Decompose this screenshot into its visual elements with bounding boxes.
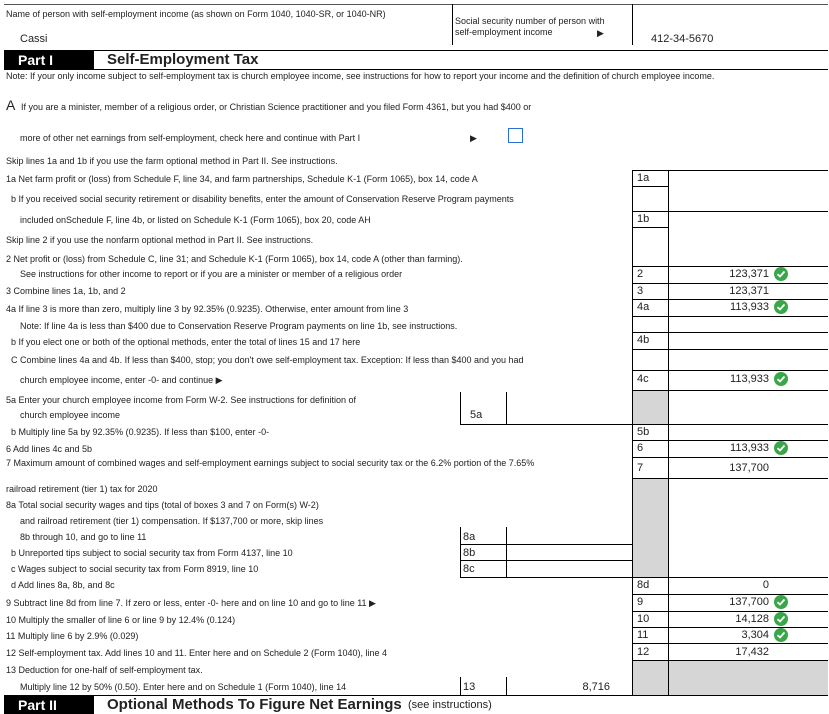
grey-block-13 bbox=[633, 660, 668, 695]
line-5a-text-2: church employee income bbox=[20, 410, 121, 420]
part1-note: Note: If your only income subject to self-employment tax is church employee income, see instructions for how to report your income and the definition of church employee income. bbox=[6, 71, 715, 81]
amount-line-2[interactable]: 123,371 bbox=[729, 268, 769, 280]
line-number-4c: 4c bbox=[637, 373, 649, 385]
line-number-11: 11 bbox=[637, 629, 649, 641]
amount-line-11[interactable]: 3,304 bbox=[741, 629, 769, 641]
part2-badge: Part II bbox=[4, 696, 94, 714]
part2-title: Optional Methods To Figure Net Earnings bbox=[107, 696, 402, 713]
line-13-text-1: 13 Deduction for one-half of self-employment tax. bbox=[6, 665, 203, 675]
line-3-text: 3 Combine lines 1a, 1b, and 2 bbox=[6, 286, 126, 296]
line-number-8c: 8c bbox=[463, 563, 475, 575]
check-icon bbox=[774, 372, 788, 386]
amount-line-10[interactable]: 14,128 bbox=[735, 613, 769, 625]
check-icon bbox=[774, 441, 788, 455]
item-a-arrow: ▶ bbox=[470, 133, 477, 143]
line-number-8a: 8a bbox=[463, 531, 476, 543]
skip-2-note: Skip line 2 if you use the nonfarm optional method in Part II. See instructions. bbox=[6, 235, 314, 245]
line-number-8d: 8d bbox=[637, 579, 650, 591]
line-8d-text: d Add lines 8a, 8b, and 8c bbox=[11, 580, 115, 590]
line-8a-text-1: 8a Total social security wages and tips (total of boxes 3 and 7 on Form(s) W-2) bbox=[6, 500, 319, 510]
line-number-6: 6 bbox=[637, 442, 644, 454]
amount-line-4c[interactable]: 113,933 bbox=[730, 373, 769, 385]
line-4c-text-2: church employee income, enter -0- and continue ▶ bbox=[20, 375, 223, 385]
check-icon bbox=[774, 628, 788, 642]
ssn-label: Social security number of person with self-employment income bbox=[455, 16, 605, 37]
line-1b-text-1: b If you received social security retirement or disability benefits, enter the amount of Conservation Reserve Program payments bbox=[11, 194, 514, 204]
line-11-text: 11 Multiply line 6 by 2.9% (0.029) bbox=[6, 631, 139, 641]
line-12-text: 12 Self-employment tax. Add lines 10 and 11. Enter here and on Schedule 2 (Form 1040), line 4 bbox=[6, 648, 388, 658]
line-number-2: 2 bbox=[637, 268, 644, 280]
item-a-letter: A bbox=[6, 97, 16, 113]
line-4a-note: Note: If line 4a is less than $400 due to Conservation Reserve Program payments on line 1b, see instructions. bbox=[20, 321, 458, 331]
line-2-text-2: See instructions for other income to report or if you are a minister or member of a religious order bbox=[20, 269, 403, 279]
name-label: Name of person with self-employment income (as shown on Form 1040, 1040-SR, or 1040-NR) bbox=[6, 9, 386, 19]
amount-line-7[interactable]: 137,700 bbox=[729, 462, 769, 474]
skip-1-note: Skip lines 1a and 1b if you use the farm optional method in Part II. See instructions. bbox=[6, 156, 338, 166]
line-8c-text: c Wages subject to social security tax from Form 8919, line 10 bbox=[11, 564, 259, 574]
line-2-text-1: 2 Net profit or (loss) from Schedule C, line 31; and Schedule K-1 (Form 1065), box 14, code A (other than farming). bbox=[6, 254, 463, 264]
line-number-10: 10 bbox=[637, 613, 650, 625]
minister-checkbox[interactable] bbox=[508, 128, 523, 143]
line-5a-text-1: 5a Enter your church employee income from Form W-2. See instructions for definition of bbox=[6, 395, 356, 405]
line-number-4b: 4b bbox=[637, 334, 650, 346]
line-4b-text: b If you elect one or both of the optional methods, enter the total of lines 15 and 17 here bbox=[11, 337, 361, 347]
check-icon bbox=[774, 300, 788, 314]
part1-title: Self-Employment Tax bbox=[107, 51, 259, 68]
amount-line-8d[interactable]: 0 bbox=[762, 579, 769, 591]
name-value: Cassi bbox=[20, 33, 48, 45]
line-number-5a: 5a bbox=[470, 409, 483, 421]
line-7-text-2: railroad retirement (tier 1) tax for 2020 bbox=[6, 484, 158, 494]
line-4c-text-1: C Combine lines 4a and 4b. If less than $400, stop; you don't owe self-employment tax. Exception: If less than $400 and you had bbox=[11, 355, 524, 365]
line-9-text: 9 Subtract line 8d from line 7. If zero or less, enter -0- here and on line 10 and go to line 11 ▶ bbox=[6, 598, 376, 608]
line-number-7: 7 bbox=[637, 462, 644, 474]
line-8a-text-2: and railroad retirement (tier 1) compensation. If $137,700 or more, skip lines bbox=[20, 516, 324, 526]
line-8a-text-3: 8b through 10, and go to line 11 bbox=[20, 532, 147, 542]
line-number-1b: 1b bbox=[637, 213, 650, 225]
item-a-text: If you are a minister, member of a religious order, or Christian Science practitioner and you filed Form 4361, but you had $400 or bbox=[21, 102, 532, 112]
grey-block-5 bbox=[633, 390, 668, 424]
line-1b-text-2: included onSchedule F, line 4b, or listed on Schedule K-1 (Form 1065), box 20, code AH bbox=[20, 215, 371, 225]
grey-block-8 bbox=[633, 478, 668, 577]
line-10-text: 10 Multiply the smaller of line 6 or line 9 by 12.4% (0.124) bbox=[6, 615, 236, 625]
part2-subtitle: (see instructions) bbox=[408, 699, 492, 711]
amount-line-13[interactable]: 8,716 bbox=[582, 681, 610, 693]
line-number-4a: 4a bbox=[637, 301, 650, 313]
amount-line-6[interactable]: 113,933 bbox=[730, 442, 769, 454]
amount-line-3[interactable]: 123,371 bbox=[729, 285, 769, 297]
check-icon bbox=[774, 612, 788, 626]
line-number-9: 9 bbox=[637, 596, 644, 608]
line-1a-text: 1a Net farm profit or (loss) from Schedule F, line 34, and farm partnerships, Schedule K-1 (Form 1065), box 14, code A bbox=[6, 174, 478, 184]
line-6-text: 6 Add lines 4c and 5b bbox=[6, 444, 93, 454]
item-a-text2: more of other net earnings from self-employment, check here and continue with Part I bbox=[20, 133, 361, 143]
line-number-8b: 8b bbox=[463, 547, 476, 559]
line-number-1a: 1a bbox=[637, 172, 650, 184]
line-number-12: 12 bbox=[637, 646, 650, 658]
line-5b-text: b Multiply line 5a by 92.35% (0.9235). If less than $100, enter -0- bbox=[11, 427, 270, 437]
line-number-13: 13 bbox=[463, 681, 476, 693]
check-icon bbox=[774, 595, 788, 609]
line-7-text-1: 7 Maximum amount of combined wages and self-employment earnings subject to social security tax or the 6.2% portion of the 7.65% bbox=[6, 458, 535, 468]
line-8b-text: b Unreported tips subject to social security tax from Form 4137, line 10 bbox=[11, 548, 293, 558]
amount-line-4a[interactable]: 113,933 bbox=[730, 301, 769, 313]
grey-block-13-amt bbox=[669, 660, 828, 695]
ssn-arrow: ▶ bbox=[597, 28, 604, 38]
amount-line-12[interactable]: 17,432 bbox=[735, 646, 769, 658]
ssn-value: 412-34-5670 bbox=[651, 33, 714, 45]
line-number-5b: 5b bbox=[637, 426, 650, 438]
line-number-3: 3 bbox=[637, 285, 644, 297]
line-4a-text: 4a If line 3 is more than zero, multiply line 3 by 92.35% (0.9235). Otherwise, enter amount from line 3 bbox=[6, 304, 409, 314]
part1-badge: Part I bbox=[4, 51, 94, 69]
line-13-text-2: Multiply line 12 by 50% (0.50). Enter here and on Schedule 1 (Form 1040), line 14 bbox=[20, 682, 347, 692]
amount-line-9[interactable]: 137,700 bbox=[729, 596, 769, 608]
check-icon bbox=[774, 267, 788, 281]
